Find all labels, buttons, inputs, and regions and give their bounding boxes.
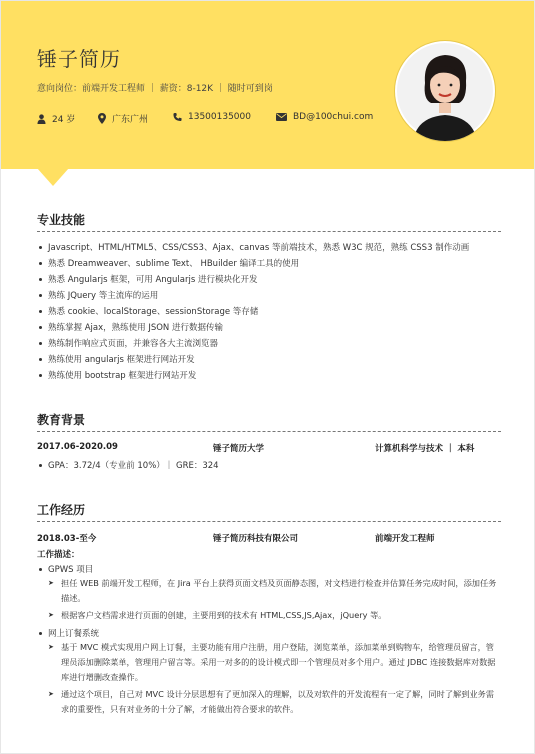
resume-header [1,1,534,169]
skill-item: 熟悉 Dreamweaver、sublime Text、 HBuilder 编译工具的使用 [37,257,299,269]
education-divider [37,431,501,432]
project-item: GPWS 项目 [37,563,93,575]
email-text: BD@100chui.com [293,112,374,122]
skills-divider [37,231,501,232]
skill-item: 熟练使用 angularjs 框架进行网站开发 [37,353,195,365]
education-date: 2017.06-2020.09 [37,442,118,452]
location-text: 广东广州 [112,115,149,125]
age-text: 24 岁 [52,115,76,125]
project-detail: ➤ 基于 MVC 模式实现用户网上订餐，主要功能有用户注册，用户登陆，浏览菜单，添加菜单到购物车，给管理员留言，管理员添加删除菜单，管理用户留言等。采用一对多的的设计模式即一个管理员对多个用户。通过 JDBC 连接数据库对数据库进行增删改查操作。 [48,642,496,682]
gpa-item: GPA：3.72/4（专业前 10%）｜ GRE：324 [37,459,219,471]
phone-text: 13500135000 [188,112,251,122]
skill-item: 熟悉 Angularjs 框架，可用 Angularjs 进行模块化开发 [37,273,258,285]
location-pin-icon [98,113,106,124]
project-detail: ➤ 通过这个项目，自己对 MVC 设计分层思想有了更加深入的理解，以及对软件的开发流程有一定了解，同时了解到业务需求的重要性，只有对业务的十分了解，才能做出符合要求的软件。 [48,689,494,714]
work-divider [37,521,501,522]
mail-icon [276,113,287,121]
skill-item: 熟练 JQuery 等主流库的运用 [37,289,158,301]
project-detail: ➤ 根据客户文档需求进行页面的创建，主要用到的技术有 HTML,CSS,JS,Ajax，jQuery 等。 [48,610,387,620]
skill-item: 熟练制作响应式页面，并兼容各大主流浏览器 [37,337,218,349]
project-item: 网上订餐系统 [37,627,99,639]
job-position: 前端开发工程师 [375,534,435,544]
job-intent: 意向岗位：前端开发工程师 ｜ 薪资：8-12K ｜ 随时可到岗 [37,84,273,94]
resume-title: 锤子简历 [37,47,121,71]
age-info [37,112,75,125]
skill-item: 熟悉 cookie、localStorage、sessionStorage 等存储 [37,305,258,317]
avatar [395,41,495,141]
major-degree: 计算机科学与技术 ｜ 本科 [375,444,475,454]
location-info [98,112,148,125]
education-heading: 教育背景 [37,413,86,427]
email-info [276,112,373,122]
company-name: 锤子简历科技有限公司 [213,534,299,544]
work-heading: 工作经历 [37,503,86,517]
skill-item: Javascript、HTML/HTML5、CSS/CSS3、Ajax、canvas 等前端技术，熟悉 W3C 规范，熟练 CSS3 制作动画 [37,241,469,253]
skill-item: 熟练掌握 Ajax，熟练使用 JSON 进行数据传输 [37,321,223,333]
phone-info [173,112,251,122]
resume-page: 锤子简历 意向岗位：前端开发工程师 ｜ 薪资：8-12K ｜ 随时可到岗 24 岁 广东广州 13500135000 BD@100chui.com 专业技能 Javascript、HTML/HTML5、CSS/CSS3、Ajax、canvas 等前端技术，熟悉 W3C 规范，熟练 CSS3 制作动画 熟悉 Dreamweaver、sublime Text、 HBuilder 编译工具的使用 熟悉 Angularjs 框架，可用 Angularjs 进行模块化开发 熟练 JQuery 等主流库的运用 熟悉 cookie、localStorage、sessionStorage 等存储 熟练掌握 Ajax，熟练使用 JSON 进行数据传输 熟练制作响应式页面，并兼容各大主流浏览器 熟练使用 angularjs 框架进行网站开发 熟练使用 bootstrap 框架进行网站开发 教育背景 2017.06-2020.09 锤子简历大学 计算机科学与技术 ｜ 本科 GPA：3.72/4（专业前 10%）｜ GRE：324 工作经历 2018.03-至今 锤子简历科技有限公司 前端开发工程师 工作描述： GPWS 项目 ➤ 担任 WEB 前端开发工程师，在 Jira 平台上获得页面文档及页面静态图，对文档进行检查并估算任务完成时间，添加任务描述。 ➤ 根据客户文档需求进行页面的创建，主要用到的技术有 HTML,CSS,JS,Ajax，jQuery 等。 网上订餐系统 ➤ 基于 MVC 模式实现用户网上订餐，主要功能有用户注册，用户登陆，浏览菜单，添加菜单到购物车，给管理员留言，管理员添加删除菜单，管理用户留言等。采用一对多的的设计模式即一个管理员对多个用户。通过 JDBC 连接数据库对数据库进行增删改查操作。 ➤ 通过这个项目，自己对 MVC 设计分层思想有了更加深入的理解，以及对软件的开发流程有一定了解，同时了解到业务需求的重要性，只有对业务的十分了解，才能做出符合要求的软件。 [0,0,535,754]
user-icon [37,114,46,124]
phone-icon [173,112,182,122]
school-name: 锤子简历大学 [213,444,265,454]
work-date: 2018.03-至今 [37,534,97,544]
header-pointer [37,168,69,186]
project-detail: ➤ 担任 WEB 前端开发工程师，在 Jira 平台上获得页面文档及页面静态图，对文档进行检查并估算任务完成时间，添加任务描述。 [48,578,497,603]
skills-heading: 专业技能 [37,213,86,227]
skill-item: 熟练使用 bootstrap 框架进行网站开发 [37,369,196,381]
